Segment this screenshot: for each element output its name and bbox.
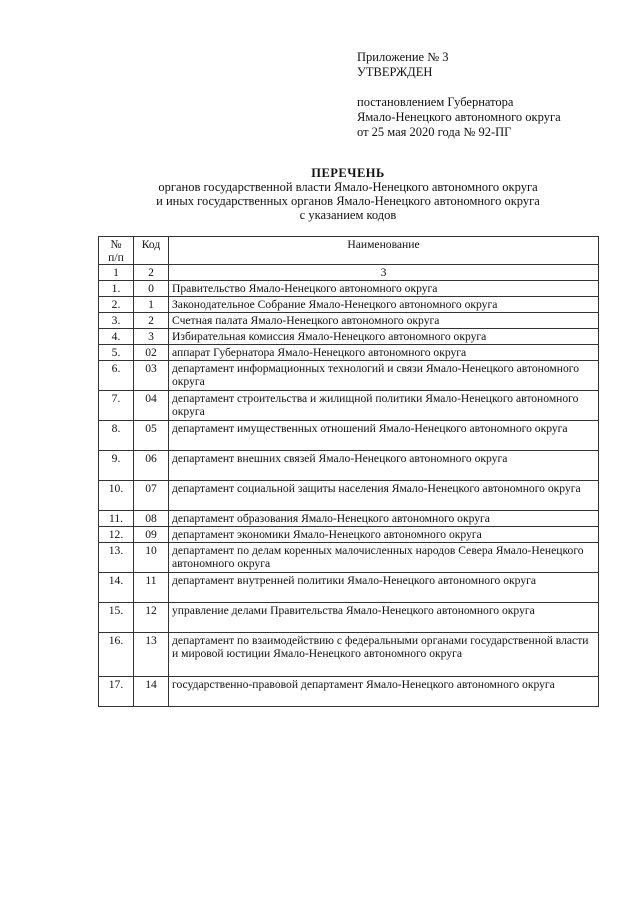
row-number: 5. <box>99 345 134 361</box>
table-row <box>99 543 599 573</box>
row-number: 16. <box>99 633 134 677</box>
row-name: аппарат Губернатора Ямало-Ненецкого автономного округа <box>169 345 599 361</box>
row-number: 14. <box>99 573 134 603</box>
header-num-line-2: п/п <box>108 251 124 264</box>
table-row <box>99 677 599 707</box>
row-code: 14 <box>134 677 169 707</box>
row-code: 11 <box>134 573 169 603</box>
row-code: 04 <box>134 391 169 421</box>
row-code: 06 <box>134 451 169 481</box>
row-name: департамент экономики Ямало-Ненецкого автономного округа <box>169 527 599 543</box>
table-row <box>99 527 599 543</box>
row-code: 3 <box>134 329 169 345</box>
row-name: Избирательная комиссия Ямало-Ненецкого автономного округа <box>169 329 599 345</box>
row-number: 4. <box>99 329 134 345</box>
row-number: 2. <box>99 297 134 313</box>
row-name: департамент имущественных отношений Ямало-Ненецкого автономного округа <box>169 421 599 451</box>
row-number: 3. <box>99 313 134 329</box>
row-number: 8. <box>99 421 134 451</box>
column-number: 2 <box>134 265 169 281</box>
row-number: 13. <box>99 543 134 573</box>
spacer <box>357 80 561 95</box>
row-number: 15. <box>99 603 134 633</box>
table-row <box>99 511 599 527</box>
row-code: 2 <box>134 313 169 329</box>
row-number: 11. <box>99 511 134 527</box>
row-code: 10 <box>134 543 169 573</box>
row-number: 10. <box>99 481 134 511</box>
row-name: Правительство Ямало-Ненецкого автономного округа <box>169 281 599 297</box>
header-name: Наименование <box>169 237 599 265</box>
table-row <box>99 573 599 603</box>
row-number: 17. <box>99 677 134 707</box>
row-name: государственно-правовой департамент Ямало-Ненецкого автономного округа <box>169 677 599 707</box>
resolution-line-2: Ямало-Ненецкого автономного округа <box>357 110 561 124</box>
table-row <box>99 603 599 633</box>
row-number: 7. <box>99 391 134 421</box>
row-code: 12 <box>134 603 169 633</box>
table-row <box>99 297 599 313</box>
resolution-line-1: постановлением Губернатора <box>357 95 514 109</box>
row-name: департамент по делам коренных малочисленных народов Севера Ямало-Ненецкого автономного округа <box>169 543 599 573</box>
approved-label: УТВЕРЖДЕН <box>357 65 433 79</box>
row-number: 6. <box>99 361 134 391</box>
header-num <box>99 237 134 265</box>
title-line-3: с указанием кодов <box>299 208 397 222</box>
title-line-2: и иных государственных органов Ямало-Ненецкого автономного округа <box>156 194 540 208</box>
table-row <box>99 345 599 361</box>
row-name: управление делами Правительства Ямало-Ненецкого автономного округа <box>169 603 599 633</box>
row-code: 08 <box>134 511 169 527</box>
table-header-row <box>99 237 599 265</box>
row-name: департамент социальной защиты населения Ямало-Ненецкого автономного округа <box>169 481 599 511</box>
row-name: Законодательное Собрание Ямало-Ненецкого автономного округа <box>169 297 599 313</box>
table-row <box>99 329 599 345</box>
document-title <box>98 166 598 222</box>
row-number: 9. <box>99 451 134 481</box>
column-number-row <box>99 265 599 281</box>
column-number: 1 <box>99 265 134 281</box>
table-row <box>99 281 599 297</box>
row-code: 03 <box>134 361 169 391</box>
table-row <box>99 391 599 421</box>
row-name: департамент строительства и жилищной политики Ямало-Ненецкого автономного округа <box>169 391 599 421</box>
row-number: 1. <box>99 281 134 297</box>
table-row <box>99 313 599 329</box>
table-row <box>99 421 599 451</box>
row-name: департамент информационных технологий и связи Ямало-Ненецкого автономного округа <box>169 361 599 391</box>
row-code: 0 <box>134 281 169 297</box>
row-name: департамент по взаимодействию с федеральными органами государственной власти и мировой юстиции Ямало-Ненецкого автономного округа <box>169 633 599 677</box>
title-heading: ПЕРЕЧЕНЬ <box>311 166 385 180</box>
row-code: 07 <box>134 481 169 511</box>
table-row <box>99 633 599 677</box>
row-code: 1 <box>134 297 169 313</box>
approval-block <box>357 50 561 140</box>
organs-table <box>98 236 599 707</box>
header-num-line-1: № <box>110 238 122 251</box>
table-row <box>99 361 599 391</box>
column-number: 3 <box>169 265 599 281</box>
row-code: 13 <box>134 633 169 677</box>
row-code: 05 <box>134 421 169 451</box>
row-name: департамент внешних связей Ямало-Ненецкого автономного округа <box>169 451 599 481</box>
row-name: департамент образования Ямало-Ненецкого автономного округа <box>169 511 599 527</box>
resolution-line-3: от 25 мая 2020 года № 92-ПГ <box>357 125 512 139</box>
row-name: департамент внутренней политики Ямало-Ненецкого автономного округа <box>169 573 599 603</box>
table-row <box>99 481 599 511</box>
row-code: 02 <box>134 345 169 361</box>
row-name: Счетная палата Ямало-Ненецкого автономного округа <box>169 313 599 329</box>
row-number: 12. <box>99 527 134 543</box>
header-code: Код <box>134 237 169 265</box>
table-row <box>99 451 599 481</box>
title-line-1: органов государственной власти Ямало-Ненецкого автономного округа <box>158 180 538 194</box>
row-code: 09 <box>134 527 169 543</box>
appendix-label: Приложение № 3 <box>357 50 449 64</box>
